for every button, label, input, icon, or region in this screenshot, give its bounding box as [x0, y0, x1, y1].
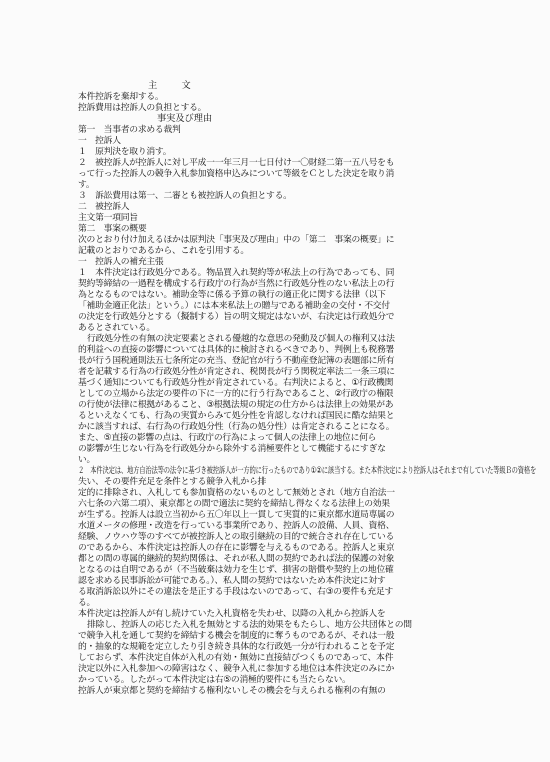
doc-line: で競争入札を通して契約を締結する機会を制度的に奪うものであるが、それは一般 [78, 631, 395, 641]
section-heading: 事実及び理由 [157, 113, 213, 124]
doc-line: 控訴費用は控訴人の負担とする。 [78, 103, 207, 113]
doc-line: 一 控訴人 [78, 136, 121, 146]
doc-line: 排除し、控訴人の応じた入札を無効とする法的効果をもたらし、地方公共団体との間 [87, 620, 412, 630]
doc-line: となるのは自明であるが（不当破棄は効力を生じず、損害の賠償や契約上の地位確 [78, 565, 394, 575]
doc-line: が生ずる。控訴人は設立当初から五〇年以上一貫して実質的に東京都水道局専属の [78, 510, 395, 520]
doc-line: 控訴人が東京都と契約を締結する権利ないしその機会を与えられる権利の有無の [78, 686, 386, 696]
doc-line: としての立場から法定の要件の下に一方的に行う行為であること、②行政庁の権限 [78, 389, 394, 399]
doc-line: 長が行う国税通則法五七条所定の充当、登記官が行う不動産登記簿の表題部に所有 [78, 356, 395, 366]
doc-line: 為となるものではない。補助金等に係る予算の執行の適正化に関する法律（以下 [78, 290, 386, 300]
doc-line: い。 [78, 455, 96, 465]
doc-line: 行政処分性の有無の決定要素とされる優越的な意思の発動及び個人の権利又は法 [87, 334, 395, 344]
doc-line: 次のとおり付け加えるほかは原判決「事実及び理由」中の「第二 事案の概要」に [78, 235, 395, 245]
doc-line: また、⑤直接の影響の点は、行政庁の行為によって個人の法律上の地位に何ら [78, 433, 377, 443]
doc-line: 本件決定は控訴人が有し続けていた入札資格を失わせ、以降の入札から控訴人を [78, 609, 386, 619]
doc-line: 失い、その要件充足を条件とする競争入札から排 [78, 477, 267, 487]
doc-line: 基づく通知についても行政処分性が肯定されている。右判決によると、①行政機関 [78, 378, 394, 388]
doc-line: す。 [78, 180, 95, 190]
doc-line: 「補助金適正化法」という。）には本来私法上の贈与である補助金の交付・不交付 [78, 301, 390, 311]
doc-line: あるとされている。 [78, 323, 155, 333]
doc-line: る取消訴訟以外にその違法を是正する手段はないのであって、右③の要件も充足す [78, 587, 394, 597]
doc-line: 本件控訴を棄却する。 [78, 92, 164, 102]
doc-line: 主文第一項同旨 [78, 213, 138, 223]
doc-line: １ 原判決を取り消す。 [78, 147, 172, 157]
doc-line: ２ 被控訴人が控訴人に対し平成一一年三月一七日付け一〇財経二第一五八号をも [78, 158, 395, 168]
doc-line: しておらず、本件決定自体が入札の有効・無効に直接結びつくものであって、本件 [78, 653, 394, 663]
doc-line: 定的に排除され、入札しても参加資格のないものとして無効とされ（地方自治法一 [78, 488, 395, 498]
doc-line: の影響が生じない行為を行政処分から除外する消極要件として機能するにすぎな [78, 444, 386, 454]
doc-line: 二 被控訴人 [78, 202, 130, 212]
doc-line: る。 [78, 598, 96, 608]
doc-line: 都との間の専属的継続的契約関係は、それが私人間の契約であれば法的保護の対象 [78, 554, 395, 564]
doc-line: かに該当すれば、右行為の行政処分性（行為の処分性）は肯定されることになる。 [78, 422, 395, 432]
doc-line: るといえなくても、行為の実質からみて処分性を肯認しなければ国民に酷な結果と [78, 411, 395, 421]
doc-line: 水道メータの修理・改造を行っている事業所であり、控訴人の設備、人員、資格、 [78, 521, 395, 531]
doc-line: の決定を行政処分とする（擬制する）旨の明文規定はないが、右決定は行政処分で [78, 312, 395, 322]
doc-line: 第一 当事者の求める裁判 [78, 125, 181, 135]
doc-line: 決定以外に入札参加への障害はなく、競争入札に参加する地位は本件決定のみにか [78, 664, 395, 674]
doc-line: 的・抽象的な規範を定立したり引き続き具体的な行政処一分が行われることを予定 [78, 642, 395, 652]
doc-line: 者を記載する行為の行政処分性が肯定され、税関長が行う関税定率法二一条三項に [78, 367, 395, 377]
doc-line: のであるから、本件決定は控訴人の存在に影響を与えるものである。控訴人と東京 [78, 543, 395, 553]
doc-line: 契約等締結の一過程を構成する行政庁の行為が当然に行政処分性のない私法上の行 [78, 279, 395, 289]
doc-line: ２ 本件決定は、地方自治法等の法令に基づき被控訴人が一方的に行ったものであり①②に該当する。また本件決定により控訴人はそれまで有していた等級Ｂの資格を [78, 466, 537, 476]
doc-line: 第二 事案の概要 [78, 224, 147, 234]
doc-line: 記載のとおりであるから、これを引用する。 [78, 246, 249, 256]
doc-line: かっている。したがって本件決定は右⑤の消極的要件にも当たらない。 [78, 675, 351, 685]
main-text-heading: 主 文 [148, 80, 193, 91]
doc-line: 一 控訴人の補充主張 [78, 257, 164, 267]
doc-line: ３ 訴訟費用は第一、二審とも被控訴人の負担とする。 [78, 191, 292, 201]
doc-line: の行使が法律に根拠があること、③根拠法規の規定の仕方からは法律上の効果があ [78, 400, 394, 410]
doc-line: １ 本件決定は行政処分である。物品買入れ契約等が私法上の行為であっても、同 [78, 268, 395, 278]
doc-line: 認を求める民事訴訟が可能である。）、私人間の契約ではないため本件決定に対す [78, 576, 386, 586]
doc-line: 的利益への直接の影響については具体的に検討されるべきであり、判例上も税務署 [78, 345, 395, 355]
doc-line: って行った控訴人の競争入札参加資格申込みについて等級をＣとした決定を取り消 [78, 169, 395, 179]
doc-line: 六七条の六第二項）、東京都との間で適法に契約を締結し得なくなる法律上の効果 [78, 499, 390, 509]
doc-line: 経験、ノウハウ等のすべてが被控訴人との取引継続の目的で統合され存在している [78, 532, 395, 542]
